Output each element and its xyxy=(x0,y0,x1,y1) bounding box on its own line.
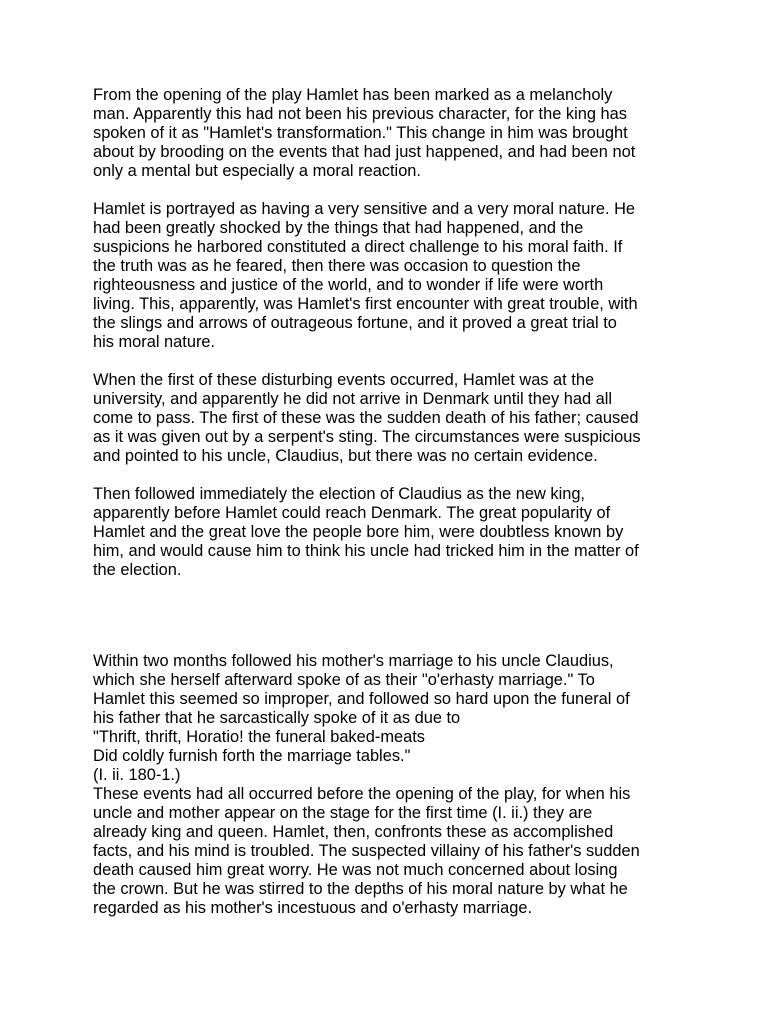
text-line: Hamlet and the great love the people bore him, were doubtless known by xyxy=(93,523,624,541)
text-line: suspicions he harbored constituted a direct challenge to his moral faith. If xyxy=(93,238,623,256)
text-line: These events had all occurred before the opening of the play, for when his xyxy=(93,785,631,803)
text-line: man. Apparently this had not been his previous character, for the king has xyxy=(93,105,627,123)
paragraph-3 xyxy=(93,371,713,466)
paragraph-4 xyxy=(93,485,713,580)
text-line: the slings and arrows of outrageous fortune, and it proved a great trial to xyxy=(93,314,617,332)
text-line: and pointed to his uncle, Claudius, but there was no certain evidence. xyxy=(93,447,598,465)
text-line: From the opening of the play Hamlet has been marked as a melancholy xyxy=(93,86,613,104)
text-line: as it was given out by a serpent's sting. The circumstances were suspicious xyxy=(93,428,641,446)
text-line: Then followed immediately the election of Claudius as the new king, xyxy=(93,485,585,503)
text-line: which she herself afterward spoke of as their "o'erhasty marriage." To xyxy=(93,671,595,689)
text-line: come to pass. The first of these was the sudden death of his father; caused xyxy=(93,409,639,427)
text-line: spoken of it as "Hamlet's transformation." This change in him was brought xyxy=(93,124,628,142)
text-line: about by brooding on the events that had just happened, and had been not xyxy=(93,143,636,161)
quotation-line: "Thrift, thrift, Horatio! the funeral baked-meats xyxy=(93,728,425,746)
text-line: facts, and his mind is troubled. The suspected villainy of his father's sudden xyxy=(93,842,640,860)
paragraph-1 xyxy=(93,86,713,181)
paragraph-2 xyxy=(93,200,713,352)
text-line: Hamlet is portrayed as having a very sensitive and a very moral nature. He xyxy=(93,200,636,218)
text-line: university, and apparently he did not arrive in Denmark until they had all xyxy=(93,390,613,408)
text-line: apparently before Hamlet could reach Denmark. The great popularity of xyxy=(93,504,611,522)
text-line: When the first of these disturbing events occurred, Hamlet was at the xyxy=(93,371,595,389)
text-line: his moral nature. xyxy=(93,333,216,351)
text-line: had been greatly shocked by the things that had happened, and the xyxy=(93,219,584,237)
text-line: the election. xyxy=(93,561,182,579)
text-line: Within two months followed his mother's marriage to his uncle Claudius, xyxy=(93,652,614,670)
text-line: his father that he sarcastically spoke of it as due to xyxy=(93,709,461,727)
text-line: already king and queen. Hamlet, then, confronts these as accomplished xyxy=(93,823,614,841)
text-line: death caused him great worry. He was not much concerned about losing xyxy=(93,861,618,879)
citation-line: (I. ii. 180-1.) xyxy=(93,766,181,784)
quotation-line: Did coldly furnish forth the marriage tables." xyxy=(93,747,411,765)
text-line: the crown. But he was stirred to the depths of his moral nature by what he xyxy=(93,880,628,898)
text-line: regarded as his mother's incestuous and o'erhasty marriage. xyxy=(93,899,533,917)
text-line: living. This, apparently, was Hamlet's first encounter with great trouble, with xyxy=(93,295,638,313)
text-line: only a mental but especially a moral reaction. xyxy=(93,162,421,180)
text-line: uncle and mother appear on the stage for the first time (I. ii.) they are xyxy=(93,804,593,822)
paragraph-5 xyxy=(93,652,713,918)
text-line: him, and would cause him to think his uncle had tricked him in the matter of xyxy=(93,542,639,560)
text-line: the truth was as he feared, then there was occasion to question the xyxy=(93,257,581,275)
text-line: Hamlet this seemed so improper, and followed so hard upon the funeral of xyxy=(93,690,630,708)
text-line: righteousness and justice of the world, and to wonder if life were worth xyxy=(93,276,604,294)
